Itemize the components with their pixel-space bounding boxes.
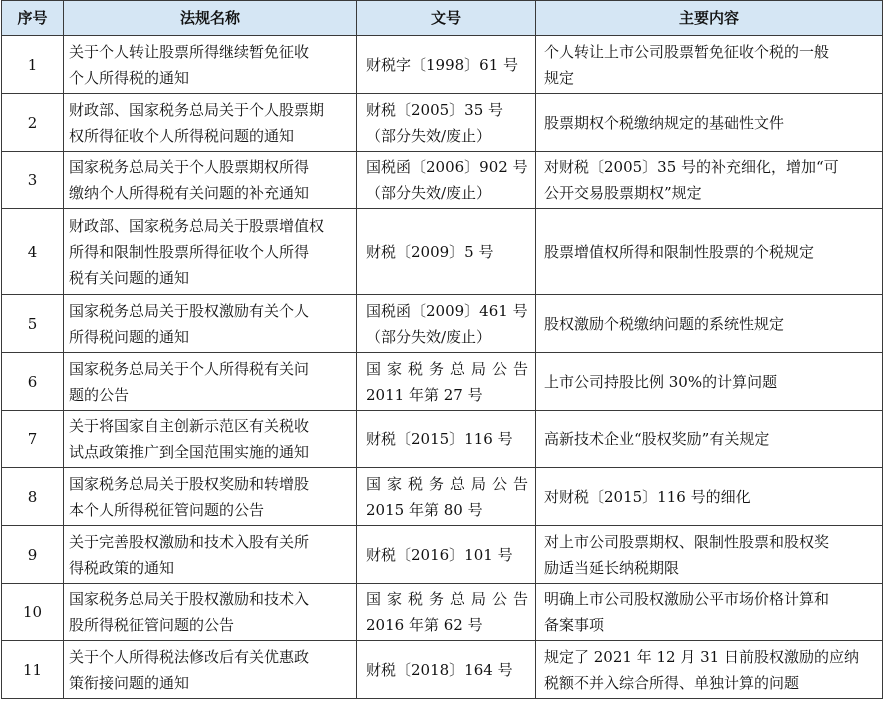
row-num: 1 [2, 36, 64, 94]
row-num: 11 [2, 641, 64, 699]
document-number: 财税字〔1998〕61 号 [357, 36, 536, 94]
row-num: 5 [2, 295, 64, 353]
row-num: 10 [2, 584, 64, 641]
document-number: 财税〔2015〕116 号 [357, 411, 536, 468]
header-num: 序号 [2, 1, 64, 36]
main-content: 个人转让上市公司股票暂免征收个税的一般 规定 [536, 36, 883, 94]
header-row [2, 1, 883, 36]
main-content: 对财税〔2015〕116 号的细化 [536, 468, 883, 526]
document-number: 国税函〔2006〕902 号 （部分失效/废止） [357, 152, 536, 209]
regulation-name: 财政部、国家税务总局关于个人股票期 权所得征收个人所得税问题的通知 [64, 94, 357, 152]
table-row [2, 641, 883, 699]
main-content: 明确上市公司股权激励公平市场价格计算和 备案事项 [536, 584, 883, 641]
main-content: 高新技术企业“股权奖励”有关规定 [536, 411, 883, 468]
regulation-name: 国家税务总局关于个人所得税有关问 题的公告 [64, 353, 357, 411]
table-row [2, 468, 883, 526]
document-number: 财税〔2005〕35 号 （部分失效/废止） [357, 94, 536, 152]
main-content: 股票期权个税缴纳规定的基础性文件 [536, 94, 883, 152]
table-row [2, 584, 883, 641]
main-content: 股权激励个税缴纳问题的系统性规定 [536, 295, 883, 353]
header-doc: 文号 [357, 1, 536, 36]
header-name: 法规名称 [64, 1, 357, 36]
table-row [2, 152, 883, 209]
document-number: 国税函〔2009〕461 号 （部分失效/废止） [357, 295, 536, 353]
regulation-name: 国家税务总局关于股权奖励和转增股 本个人所得税征管问题的公告 [64, 468, 357, 526]
regulation-name: 关于个人所得税法修改后有关优惠政 策衔接问题的通知 [64, 641, 357, 699]
table-row [2, 94, 883, 152]
row-num: 7 [2, 411, 64, 468]
main-content: 对财税〔2005〕35 号的补充细化，增加“可 公开交易股票期权”规定 [536, 152, 883, 209]
document-number: 国家税务总局公告 2016 年第 62 号 [357, 584, 536, 641]
table-row [2, 411, 883, 468]
row-num: 9 [2, 526, 64, 584]
main-content: 规定了 2021 年 12 月 31 日前股权激励的应纳 税额不并入综合所得、单独计算的问题 [536, 641, 883, 699]
regulation-name: 财政部、国家税务总局关于股票增值权 所得和限制性股票所得征收个人所得 税有关问题的通知 [64, 209, 357, 295]
regulation-name: 关于将国家自主创新示范区有关税收 试点政策推广到全国范围实施的通知 [64, 411, 357, 468]
header-content: 主要内容 [536, 1, 883, 36]
row-num: 3 [2, 152, 64, 209]
table-row [2, 526, 883, 584]
regulation-name: 国家税务总局关于股权激励和技术入 股所得税征管问题的公告 [64, 584, 357, 641]
document-number: 财税〔2016〕101 号 [357, 526, 536, 584]
table-row [2, 295, 883, 353]
row-num: 6 [2, 353, 64, 411]
main-content: 股票增值权所得和限制性股票的个税规定 [536, 209, 883, 295]
row-num: 2 [2, 94, 64, 152]
row-num: 8 [2, 468, 64, 526]
document-number: 国家税务总局公告 2011 年第 27 号 [357, 353, 536, 411]
regulation-name: 关于个人转让股票所得继续暂免征收 个人所得税的通知 [64, 36, 357, 94]
document-number: 财税〔2018〕164 号 [357, 641, 536, 699]
main-content: 上市公司持股比例 30%的计算问题 [536, 353, 883, 411]
main-content: 对上市公司股票期权、限制性股票和股权奖 励适当延长纳税期限 [536, 526, 883, 584]
row-num: 4 [2, 209, 64, 295]
document-number: 国家税务总局公告 2015 年第 80 号 [357, 468, 536, 526]
document-number: 财税〔2009〕5 号 [357, 209, 536, 295]
regulation-name: 国家税务总局关于个人股票期权所得 缴纳个人所得税有关问题的补充通知 [64, 152, 357, 209]
regulation-name: 关于完善股权激励和技术入股有关所 得税政策的通知 [64, 526, 357, 584]
table-row [2, 209, 883, 295]
regulations-table [1, 0, 883, 699]
table-row [2, 353, 883, 411]
table-row [2, 36, 883, 94]
regulation-name: 国家税务总局关于股权激励有关个人 所得税问题的通知 [64, 295, 357, 353]
